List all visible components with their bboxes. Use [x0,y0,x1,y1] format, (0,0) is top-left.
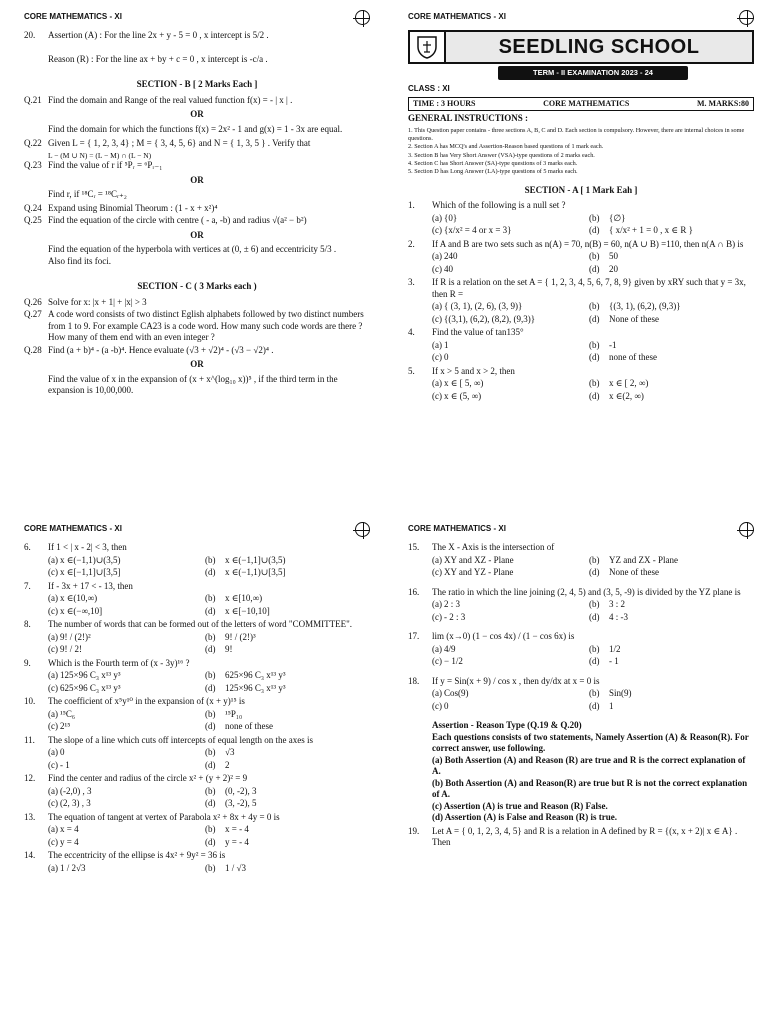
option-text: 4/9 [444,643,456,654]
time-label: TIME : 3 HOURS [413,98,476,108]
q25-alternative-foci: Also find its foci. [48,255,111,266]
option-text: 1 [444,339,449,350]
option-text: (-2,0) , 3 [60,785,92,796]
option-letter: (c) [48,759,58,770]
question-text: The eccentricity of the ellipse is 4x² + 9y² = 36 is [48,850,226,861]
header-title: CORE MATHEMATICS - XI [408,12,506,22]
option-text: 0 [444,700,449,711]
option-letter: (b) [589,688,600,699]
question-number: 13. [24,811,36,822]
option-letter: (a) [48,708,58,719]
question-text: The number of words that can be formed out of the letters of word "COMMITTEE". [48,619,353,630]
question-item [24,581,370,618]
page-header [408,522,754,537]
answer-options [48,824,370,848]
answer-options [432,301,754,325]
question-text: If - 3x + 17 < - 13, then [48,580,133,591]
reason-text: Reason (R) : For the line ax + by + c = 0 , x intercept is -c/a . [48,53,268,64]
question-number: 10. [24,696,36,707]
assertion-reason-intro: Each questions consists of two statements, Namely Assertion (A) & Reason(R). For correct answer, use following. [432,731,749,754]
question-26: Q.26 Solve for x: |x + 1| + |x| > 3 [24,296,147,307]
option-text: x ∈[10,∞) [225,593,263,604]
max-marks-label: M. MARKS:80 [696,98,749,108]
question-text: Find the value of tan135° [432,327,524,338]
option-text: 1 / √3 [225,862,246,873]
option-letter: (c) [432,313,442,324]
option-letter: (b) [205,631,216,642]
question-item [408,366,754,403]
option-text: 1/2 [609,643,621,654]
option-letter: (b) [205,785,216,796]
subject-label: CORE MATHEMATICS [543,98,630,108]
option-letter: (c) [48,605,58,616]
option-text: { x/x² + 1 = 0 , x ∈ R } [609,225,693,236]
page-header [24,522,370,537]
question-text: The coefficient of x⁵y¹⁰ in the expansion of (x + y)¹⁵ is [48,696,245,707]
option-text: 625×96 C₃ x¹³ y³ [225,670,286,681]
option-text: 2 [225,759,230,770]
question-text: If x > 5 and x > 2, then [432,365,515,376]
option-text: 240 [444,251,458,262]
question-item [408,542,754,579]
question-list [24,542,370,874]
question-text: If y = Sin(x + 9) / cos x , then dy/dx at x = 0 is [432,675,600,686]
question-number: 11. [24,734,35,745]
option-text: none of these [225,721,273,732]
option-text: 9! / (2!)² [60,631,91,642]
option-text: 625×96 C₃ x¹³ y³ [60,682,121,693]
option-text: x ∈ [ 5, ∞) [444,378,484,389]
answer-options [432,213,754,237]
option-letter: (a) [48,862,58,873]
option-text: 0 [444,352,449,363]
question-number: 3. [408,277,415,288]
instruction-item: 5. Section D has Long Answer (LA)-type questions of 5 marks each. [408,168,578,176]
question-list [408,542,754,712]
question-text: Find the center and radius of the circle x² + (y + 2)² = 9 [48,773,248,784]
header-title: CORE MATHEMATICS - XI [24,12,122,22]
option-letter: (d) [589,700,600,711]
question-item [24,773,370,810]
question-text: The ratio in which the line joining (2, 4, 5) and (3, 5, -9) is divided by the YZ plane is [432,586,741,597]
registration-mark-icon [355,10,370,25]
option-letter: (c) [48,644,58,655]
option-text: XY and XZ - Plane [444,554,514,565]
option-text: 20 [609,263,618,274]
question-item [24,542,370,579]
option-letter: (d) [205,644,216,655]
question-text: If R is a relation on the set A = { 1, 2, 3, 4, 5, 6, 7, 8, 9} given by xRY such that y = 3x, then R = [432,277,746,299]
class-label: CLASS : XI [408,83,450,93]
answer-options [432,251,754,275]
page-3 [0,512,384,1024]
option-text: x ∈(−1,1)∪[3,5] [225,567,286,578]
question-item [408,587,754,624]
option-text: - 2 : 3 [444,611,466,622]
option-text: x ∈[−1,1]∪[3,5] [60,567,121,578]
option-text: {∅} [609,212,626,223]
question-number: 15. [408,542,420,552]
question-number: 7. [24,580,31,591]
page-header [408,10,754,25]
option-letter: (c) [48,721,58,732]
option-letter: (d) [589,567,600,578]
question-item [408,277,754,325]
question-25: Q.25 Find the equation of the circle with centre ( - a, -b) and radius √(a² − b²) [24,215,307,226]
answer-options [432,599,754,623]
question-text: If 1 < | x - 2| < 3, then [48,542,127,552]
question-text: The equation of tangent at vertex of Parabola x² + 8x + 4y = 0 is [48,811,280,822]
option-letter: (a) [432,251,442,262]
option-letter: (b) [589,378,600,389]
option-text: 9! [225,644,233,655]
option-text: x = 4 [60,824,79,835]
option-letter: (c) [48,798,58,809]
or-label: OR [190,109,204,120]
option-letter: (a) [48,747,58,758]
question-text: lim (x→0) (1 − cos 4x) / (1 − cos 6x) is [432,631,575,642]
question-item [24,812,370,849]
option-text: (3, -2), 5 [225,798,257,809]
option-letter: (c) [432,567,442,578]
answer-options [48,632,370,656]
general-instructions-title: GENERAL INSTRUCTIONS : [408,113,529,124]
option-letter: (b) [205,862,216,873]
option-text: (0, -2), 3 [225,785,257,796]
question-number: 17. [408,631,420,642]
ar-option: (c) Assertion (A) is true and Reason (R) False. [432,800,608,811]
option-letter: (a) [432,301,442,312]
option-letter: (a) [432,339,442,350]
question-text: The slope of a line which cuts off intercepts of equal length on the axes is [48,734,314,745]
option-letter: (b) [589,554,600,565]
option-letter: (b) [205,824,216,835]
option-text: 1 [609,700,614,711]
page-1 [0,0,384,512]
option-letter: (a) [48,554,58,565]
option-text: 9! / (2!)³ [225,631,256,642]
option-letter: (c) [48,836,58,847]
answer-options [432,688,754,712]
question-item [408,631,754,668]
question-text: Which is the Fourth term of (x - 3y)¹⁶ ? [48,657,190,668]
option-text: x ∈(−1,1]∪(3,5) [225,554,286,565]
section-b-title: SECTION - B [ 2 Marks Each ] [136,79,258,90]
answer-options [432,555,754,579]
option-text: { (3, 1), (2, 6), (3, 9)} [444,301,523,312]
option-text: {(3, 1), (6,2), (9,3)} [609,301,681,312]
question-22: Q.22 Given L = { 1, 2, 3, 4} ; M = { 3, 4, 5, 6} and N = { 1, 3, 5 } . Verify that [24,138,311,149]
question-item [408,239,754,276]
question-item [24,619,370,656]
option-letter: (d) [589,225,600,236]
option-text: none of these [609,352,657,363]
registration-mark-icon [739,10,754,25]
option-letter: (b) [205,554,216,565]
option-text: y = - 4 [225,836,249,847]
exam-info-bar [408,97,754,111]
or-label: OR [190,229,204,240]
question-24: Q.24 Expand using Binomial Theorum : (1 - x + x²)⁴ [24,202,218,213]
q28-alternative: Find the value of x in the expansion of (x + x^(log₁₀ x))⁵ , if the third term in the expansion is 10,00,000. [48,373,338,396]
section-a-title: SECTION - A [ 1 Mark Eah ] [524,184,638,195]
option-letter: (a) [432,688,442,699]
option-letter: (a) [432,554,442,565]
option-letter: (a) [48,593,58,604]
question-item [408,327,754,364]
question-number: 6. [24,542,31,552]
option-text: 9! / 2! [60,644,82,655]
option-text: 50 [609,251,618,262]
question-23: Q.23 Find the value of r if ⁵Pᵣ = ⁶Pᵣ₋₁ [24,160,163,171]
option-letter: (d) [589,313,600,324]
header-title: CORE MATHEMATICS - XI [24,524,122,534]
option-letter: (b) [589,212,600,223]
option-text: ¹⁵C₆ [60,708,75,719]
option-letter: (c) [432,263,442,274]
instruction-item: 4. Section C has Short Answer (SA)-type questions of 3 marks each. [408,160,578,168]
option-text: (2, 3) , 3 [60,798,91,809]
option-letter: (a) [432,643,442,654]
answer-options [432,644,754,668]
option-text: -1 [609,339,617,350]
question-number: 16. [408,586,420,597]
q22-set-identity: L − (M ∪ N) = (L − M) ∩ (L − N) [48,150,152,160]
option-text: 0 [60,747,65,758]
option-letter: (b) [205,670,216,681]
answer-options [48,709,370,733]
option-letter: (d) [205,605,216,616]
option-text: YZ and ZX - Plane [609,554,678,565]
option-letter: (c) [432,611,442,622]
question-number: 5. [408,365,415,376]
option-letter: (c) [48,682,58,693]
option-text: x ∈[−10,10] [225,605,270,616]
instruction-item: 2. Section A has MCQ's and Assertion-Reason based questions of 1 mark each. [408,143,604,151]
option-letter: (c) [432,700,442,711]
option-text: None of these [609,567,659,578]
option-text: 3 : 2 [609,599,626,610]
option-text: {x/x² = 4 or x = 3} [444,225,512,236]
question-text: The X - Axis is the intersection of [432,542,555,552]
school-name: SEEDLING SCHOOL [444,32,752,62]
question-19: 19. Let A = { 0, 1, 2, 3, 4, 5} and R is a relation in A defined by R = {(x, x + 2)| x ∈ A} . Then [408,825,738,848]
option-text: x ∈ (5, ∞) [444,390,482,401]
or-label: OR [190,174,204,185]
question-item [24,696,370,733]
option-text: None of these [609,313,659,324]
option-letter: (a) [432,378,442,389]
option-text: − 1/2 [444,656,463,667]
option-letter: (a) [48,631,58,642]
page-2 [384,0,768,512]
question-text: Which of the following is a null set ? [432,200,566,211]
option-letter: (d) [205,721,216,732]
question-number: 9. [24,657,31,668]
question-number: 18. [408,675,420,686]
answer-options [48,747,370,771]
option-text: - 1 [60,759,70,770]
question-item [24,658,370,695]
question-28: Q.28 Find (a + b)⁴ - (a -b)⁴. Hence evaluate (√3 + √2)⁴ - (√3 − √2)⁴ . [24,344,274,355]
option-letter: (b) [589,301,600,312]
question-list [408,200,754,402]
option-text: {(3,1), (6,2), (8,2), (9,3)} [444,313,536,324]
option-text: - 1 [609,656,619,667]
option-letter: (a) [432,212,442,223]
option-letter: (d) [205,567,216,578]
question-27: Q.27 A code word consists of two distinct Eglish alphabets followed by two distinct numbers from 1 to 9. For example CA23 is a code word. How many such code words are there ? How many of them end with an even integer ? [24,309,364,343]
header-title: CORE MATHEMATICS - XI [408,524,506,534]
option-letter: (b) [589,599,600,610]
section-c-title: SECTION - C ( 3 Marks each ) [137,281,257,292]
option-text: Sin(9) [609,688,632,699]
option-letter: (c) [432,352,442,363]
option-text: x ∈(2, ∞) [609,390,644,401]
option-text: 125×96 C₃ x¹³ y³ [60,670,121,681]
question-number: 14. [24,850,36,861]
option-text: 2¹⁵ [60,721,71,732]
answer-options [48,863,370,875]
ar-option: (d) Assertion (A) is False and Reason (R) is true. [432,812,617,823]
option-text: x ∈(−1,1)∪(3,5) [60,554,121,565]
question-item [24,850,370,874]
option-text: ¹⁵P₁₀ [225,708,243,719]
option-letter: (d) [205,759,216,770]
or-label: OR [190,359,204,370]
registration-mark-icon [355,522,370,537]
option-letter: (a) [432,599,442,610]
option-text: XY and YZ - Plane [444,567,514,578]
ar-option: (a) Both Assertion (A) and Reason (R) are true and R is the correct explanation of A. [432,754,746,777]
option-text: 1 / 2√3 [60,862,86,873]
option-letter: (a) [48,670,58,681]
option-letter: (d) [589,390,600,401]
option-text: x = - 4 [225,824,249,835]
ar-option: (b) Both Assertion (A) and Reason(R) are true but R is not the correct explanation of A. [432,777,748,800]
question-number: 1. [408,200,415,211]
option-text: y = 4 [60,836,79,847]
option-text: x ∈ [ 2, ∞) [609,378,649,389]
answer-options [432,340,754,364]
page-4 [384,512,768,1024]
option-letter: (c) [432,656,442,667]
question-number: 4. [408,327,415,338]
answer-options [48,593,370,617]
option-letter: (b) [205,593,216,604]
question-item [408,200,754,237]
option-text: 4 : -3 [609,611,628,622]
option-letter: (b) [589,251,600,262]
option-text: Cos(9) [444,688,469,699]
option-text: x ∈(10,∞) [60,593,98,604]
option-letter: (d) [589,656,600,667]
instruction-item: 1. This Question paper contains - three sections A, B, C and D. Each section is compulsory. However, there are internal choices in some questions. [408,126,745,142]
instruction-item: 3. Section B has Very Short Answer (VSA)-type questions of 2 marks each. [408,151,595,159]
registration-mark-icon [739,522,754,537]
answer-options [48,555,370,579]
option-letter: (b) [205,708,216,719]
q23-alternative: Find r, if ¹⁸Cᵣ = ¹⁸Cᵣ₊₂ [48,189,127,200]
page-header [24,10,370,25]
option-text: 125×96 C₃ x¹³ y³ [225,682,286,693]
school-crest-icon [414,34,440,60]
option-letter: (c) [432,390,442,401]
answer-options [48,786,370,810]
option-letter: (d) [589,352,600,363]
option-letter: (d) [205,798,216,809]
option-letter: (a) [48,785,58,796]
option-text: x ∈(−∞,10] [60,605,103,616]
option-text: {0} [444,212,458,223]
answer-options [48,670,370,694]
question-21: Q.21 Find the domain and Range of the real valued function f(x) = - | x | . [24,94,293,105]
option-text: √3 [225,747,235,758]
question-number: 12. [24,773,36,784]
question-number: 8. [24,619,31,630]
exam-term-badge: TERM - II EXAMINATION 2023 - 24 [498,66,688,80]
option-letter: (b) [205,747,216,758]
assertion-reason-title: Assertion - Reason Type (Q.19 & Q.20) [432,720,582,731]
question-20: 20. Assertion (A) : For the line 2x + y - 5 = 0 , x intercept is 5/2 . [24,30,269,40]
answer-options [432,378,754,402]
option-letter: (d) [589,611,600,622]
school-banner [408,30,754,64]
option-letter: (a) [48,824,58,835]
question-text: If A and B are two sets such as n(A) = 70, n(B) = 60, n(A ∪ B) =110, then n(A ∩ B) is [432,238,744,249]
q21-alternative: Find the domain for which the functions f(x) = 2x² - 1 and g(x) = 1 - 3x are equal. [48,123,343,134]
option-text: 2 : 3 [444,599,461,610]
q25-alternative: Find the equation of the hyperbola with vertices at (0, ± 6) and eccentricity 5/3 . [48,244,337,255]
option-letter: (c) [48,567,58,578]
option-letter: (d) [205,682,216,693]
option-text: 40 [444,263,453,274]
option-letter: (b) [589,643,600,654]
question-number: 2. [408,238,415,249]
question-item [408,676,754,713]
instruction-list [408,127,754,177]
option-letter: (d) [589,263,600,274]
option-letter: (d) [205,836,216,847]
question-item [24,735,370,772]
option-letter: (c) [432,225,442,236]
option-letter: (b) [589,339,600,350]
